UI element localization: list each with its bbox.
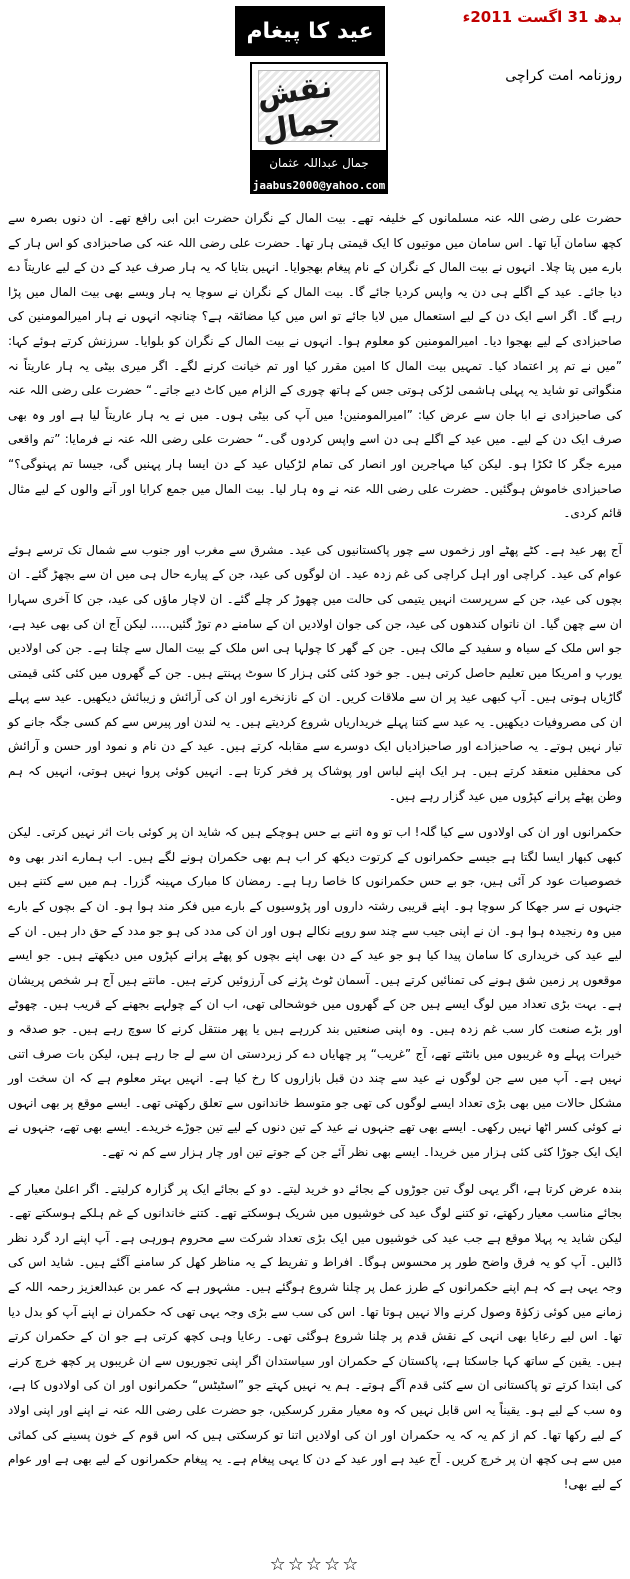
paragraph-4: بندہ عرض کرتا ہے، اگر یہی لوگ تین جوڑوں کے بجائے دو خرید لیتے۔ دو کے بجائے ایک پر گزارہ کرلیتے۔ اگر اعلیٰ معیار کے بجائے مناسب معیار رکھتے، تو کتنے لوگ عید کی خوشیوں میں شریک ہوسکتے تھے۔ کتنے خاندانوں کے غم ہلکے ہوسکتے تھے۔ لیکن شاید یہ پہلا موقع ہے جب عید کی خوشیوں میں ایک بڑی تعداد شرکت سے محروم ہورہی ہے۔ آپ اپنے ارد گرد نظر ڈالیں۔ آپ کو یہ فرق واضح طور پر محسوس ہوگا۔ افراط و تفریط کے یہ مناظر کھل کر سامنے آگئے ہیں۔ شاید اس کی وجہ یہی ہے کہ ہم اپنے حکمرانوں کے طرز عمل پر چلنا شروع ہوگئے ہیں۔ مشہور ہے کہ عمر بن عبدالعزیز رحمہ اللہ کے زمانے میں کوئی زکوٰۃ وصول کرنے والا نہیں ہوتا تھا۔ اس کی سب سے بڑی وجہ یہی تھی کہ حکمران نے اپنے آپ کو بدل دیا تھا۔ اس لیے رعایا بھی انہی کے نقش قدم پر چلنا شروع ہوگئی تھی۔ رعایا وہی کچھ کرتی ہے جو ان کے حکمران کرتے ہیں۔ یقین کے ساتھ کہا جاسکتا ہے، پاکستان کے حکمران اور سیاستدان اگر اپنی تجوریوں سے ان غریبوں پر کچھ خرچ کرنے کی ابتدا کرتے تو پاکستانی ان سے کئی قدم آگے ہوتے۔ ہم یہ نہیں کہتے جو ”اسٹیٹس“ حکمرانوں اور ان کی اولادوں کا ہے، وہ سب کے لیے ہو۔ یقیناً یہ اس قابل نہیں کہ وہ معیار مقرر کرسکیں، جو حضرت علی رضی اللہ عنہ نے اپنے اور اپنی اولاد کے لیے رکھا تھا۔ کم از کم یہ کہ یہ حکمران اور ان کی اولادیں اتنا تو کرسکتی ہیں کہ اس قوم کے خون پسینے کی کمائی میں سے ہی کچھ ان پر خرچ کریں۔ آج عید ہے اور عید کے دن کا یہی پیغام ہے۔ یہ پیغام حکمرانوں کے لیے بھی ہے اور عوام کے لیے بھی!	[8, 1181, 622, 1491]
column-logo	[250, 62, 388, 178]
logo-art-text: نقش جمال	[254, 69, 343, 150]
article-date: بدھ 31 اگست 2011ء	[462, 8, 622, 26]
article-title: عید کا پیغام	[235, 6, 385, 56]
author-name: جمال عبداللہ عثمان	[252, 150, 386, 176]
paragraph-2: آج پھر عید ہے۔ کٹے پھٹے اور زخموں سے چور پاکستانیوں کی عید۔ مشرق سے مغرب اور جنوب سے شمال تک ترسے ہوئے عوام کی عید۔ کراچی اور اہل کراچی کی غم زدہ عید۔ ان لوگوں کی عید، جن کے پیارے حال ہی میں ان سے بچھڑ گئے۔ ان بچوں کی عید، جن کے سرپرست انہیں یتیمی کی حالت میں چھوڑ کر چلے گئے۔ ان لاچار ماؤں کی عید، جن کا آخری سہارا ان سے چھن گیا۔ ان ناتواں کندھوں کی عید، جن کی جوان اولادیں ان کے سامنے دم توڑ گئیں..... لیکن آج ان کی بھی عید ہے، جو اس ملک کے سیاہ و سفید کے مالک ہیں۔ جن کے گھر کا چولہا ہی اس ملک کے بیت المال سے چلتا ہے۔ جن کی اولادیں یورپ و امریکا میں تعلیم حاصل کرتی ہیں۔ جو خود کئی کئی ہزار کا سوٹ پہنتے ہیں۔ جن کے گھروں میں کئی کئی قیمتی گاڑیاں ہوتی ہیں۔ آپ کبھی عید پر ان سے ملاقات کریں۔ ان کے نازنخرے اور ان کی آرائش و زیبائش دیکھیں۔ عید سے پہلے ان کی مصروفیات دیکھیں۔ یہ عید سے کتنا پہلے خریداریاں شروع کردیتے ہیں۔ یہ لندن اور پیرس سے کم کسی جگہ جانے کو تیار نہیں ہوتے۔ یہ صاحبزادے اور صاحبزادیاں ایک دوسرے سے مقابلہ کرتے ہیں۔ عید کے دن نام و نمود اور حسن و آرائش کی محفلیں منعقد کرتے ہیں۔ ہر ایک اپنے لباس اور پوشاک پر فخر کرتا ہے۔ انہیں کوئی پروا نہیں ہوتی، انہیں کہ ہم وطن پھٹے پرانے کپڑوں میں عید گزار رہے ہیں۔	[8, 542, 622, 803]
end-stars: ☆☆☆☆☆	[269, 1554, 361, 1575]
logo-artwork	[254, 69, 380, 150]
header	[0, 6, 630, 56]
paragraph-3: حکمرانوں اور ان کی اولادوں سے کیا گلہ! اب تو وہ اتنے بے حس ہوچکے ہیں کہ شاید ان پر کوئی بات اثر نہیں کرتی۔ لیکن کبھی کبھار ایسا لگتا ہے جیسے حکمرانوں کے کرتوت دیکھ کر اب ہم بھی حکمران ہونے لگے ہیں۔ اب ہمارے اندر بھی وہ خصوصیات عود کر آئی ہیں، جو بے حس حکمرانوں کا خاصا رہا ہے۔ رمضان کا مبارک مہینہ گزرا۔ ہم میں سے کتنے ہیں جنہوں نے سر جھکا کر سوچا ہو۔ اپنے قریبی رشتہ داروں اور پڑوسیوں کے بارے میں فکر مند ہوا ہو۔ ان کے بچوں کے بارے میں وہ رنجیدہ ہوا ہو۔ ان نے اپنی جیب سے چند سو روپے نکالے ہوں اور ان کی مدد کی ہو جو مدد کے حق دار ہیں۔ ان کے لیے عید کی خریداری کا سامان پیدا کیا ہو جو عید کے دن بھی اپنے بچوں کو پھٹے پرانے کپڑوں میں دیکھتے ہیں۔ جو ایسے موقعوں پر زمین شق ہونے کی تمنائیں کرتے ہیں۔ آسمان ٹوٹ پڑنے کی آرزوئیں کرتے ہیں۔ مانتے ہیں آج ہر شخص پریشان ہے۔ بہت بڑی تعداد میں لوگ ایسے ہیں جن کے گھروں میں خوشحالی تھی، اب ان کے چولہے بجھنے کے قریب ہیں۔ چھوٹے اور بڑے صنعت کار سب غم زدہ ہیں۔ وہ اپنی صنعتیں بند کررہے ہیں یا پھر منتقل کرنے کا سوچ رہے ہیں۔ جو صدقہ و خیرات پہلے وہ غریبوں میں بانٹتے تھے، آج ”غریب“ پر چھایاں دے کر زبردستی ان سے لے جا رہے ہیں، لیکن بات صرف اتنی نہیں ہے۔ آپ میں سے جن لوگوں نے عید سے چند دن قبل بازاروں کا رخ کیا ہے۔ انہیں بہتر معلوم ہے کہ ان سخت اور مشکل حالات میں بھی بڑی تعداد ایسے لوگوں کی تھی جو متوسط خاندانوں سے تعلق رکھتی تھی۔ ایسے موقع پر بھی انہوں نے کوئی کسر اٹھا نہیں رکھی۔ ایسے بھی تھے جنہوں نے عید کے تین دنوں کے لیے تین جوڑے خریدے۔ ایسے بھی تھے، جنہوں نے ایک ایک جوڑا کئی کئی ہزار میں خریدا۔ ایسے بھی نظر آئے جن کے جوتے تین اور چار ہزار سے کم نہ تھے۔	[8, 825, 622, 1159]
author-email[interactable]: jaabus2000@yahoo.com	[250, 176, 388, 194]
paragraph-1: حضرت علی رضی اللہ عنہ مسلمانوں کے خلیفہ تھے۔ بیت المال کے نگران حضرت ابن ابی رافع تھے۔ ان دنوں بصرہ سے کچھ سامان آیا تھا۔ اس سامان میں موتیوں کا ایک قیمتی ہار تھا۔ حضرت علی رضی اللہ عنہ کی صاحبزادی کو اس ہار کے بارے میں پتا چلا۔ انہوں نے بیت المال کے نگران کے نام پیغام بھجوایا۔ انہیں بتایا کہ یہ ہار صرف عید کے دن کے لیے عاریتاً دے دیا جائے۔ عید کے اگلے ہی دن یہ واپس کردیا جائے گا۔ بیت المال کے نگران نے سوچا یہ ہار ویسے بھی بیت المال میں پڑا رہے گا۔ اگر اسے ایک دن کے لیے استعمال میں لایا جائے تو اس میں کیا مضائقہ ہے؟ چنانچہ انہوں نے ہار امیرالمومنین کی صاحبزادی کے لیے بھجوا دیا۔ امیرالمومنین کو معلوم ہوا۔ انہوں نے بیت المال کے نگران کو بلوایا۔ سرزنش کرتے ہوئے کہا: ”میں نے تم پر اعتماد کیا۔ تمہیں بیت المال کا امین مقرر کیا اور تم خیانت کرنے لگے۔ اگر میری بیٹی یہ ہار عاریتاً نہ منگواتی تو شاید یہ پہلی ہاشمی لڑکی ہوتی جس کے ہاتھ چوری کے الزام میں کاٹ دیے جاتے۔“ حضرت علی رضی اللہ عنہ کی صاحبزادی نے ابا جان سے عرض کیا: ”امیرالمومنین! میں آپ کی بیٹی ہوں۔ میں نے یہ ہار عاریتاً لیا ہے اور وہ بھی صرف ایک دن کے لیے۔ میں عید کے اگلے ہی دن اسے واپس کردوں گی۔“ حضرت علی رضی اللہ عنہ نے فرمایا: ”تم واقعی میرے جگر کا ٹکڑا ہو۔ لیکن کیا مہاجرین اور انصار کی تمام لڑکیاں عید کے دن ایسا ہار پہنیں گی، جیسا تم پہنوگی؟“ صاحبزادی خاموش ہوگئیں۔ حضرت علی رضی اللہ عنہ نے وہ ہار لیا۔ بیت المال میں جمع کرایا اور آنے والوں کے لیے مثال قائم کردی۔	[8, 211, 622, 521]
article-body	[8, 206, 622, 1508]
newspaper-name: روزنامہ امت کراچی	[505, 68, 622, 84]
